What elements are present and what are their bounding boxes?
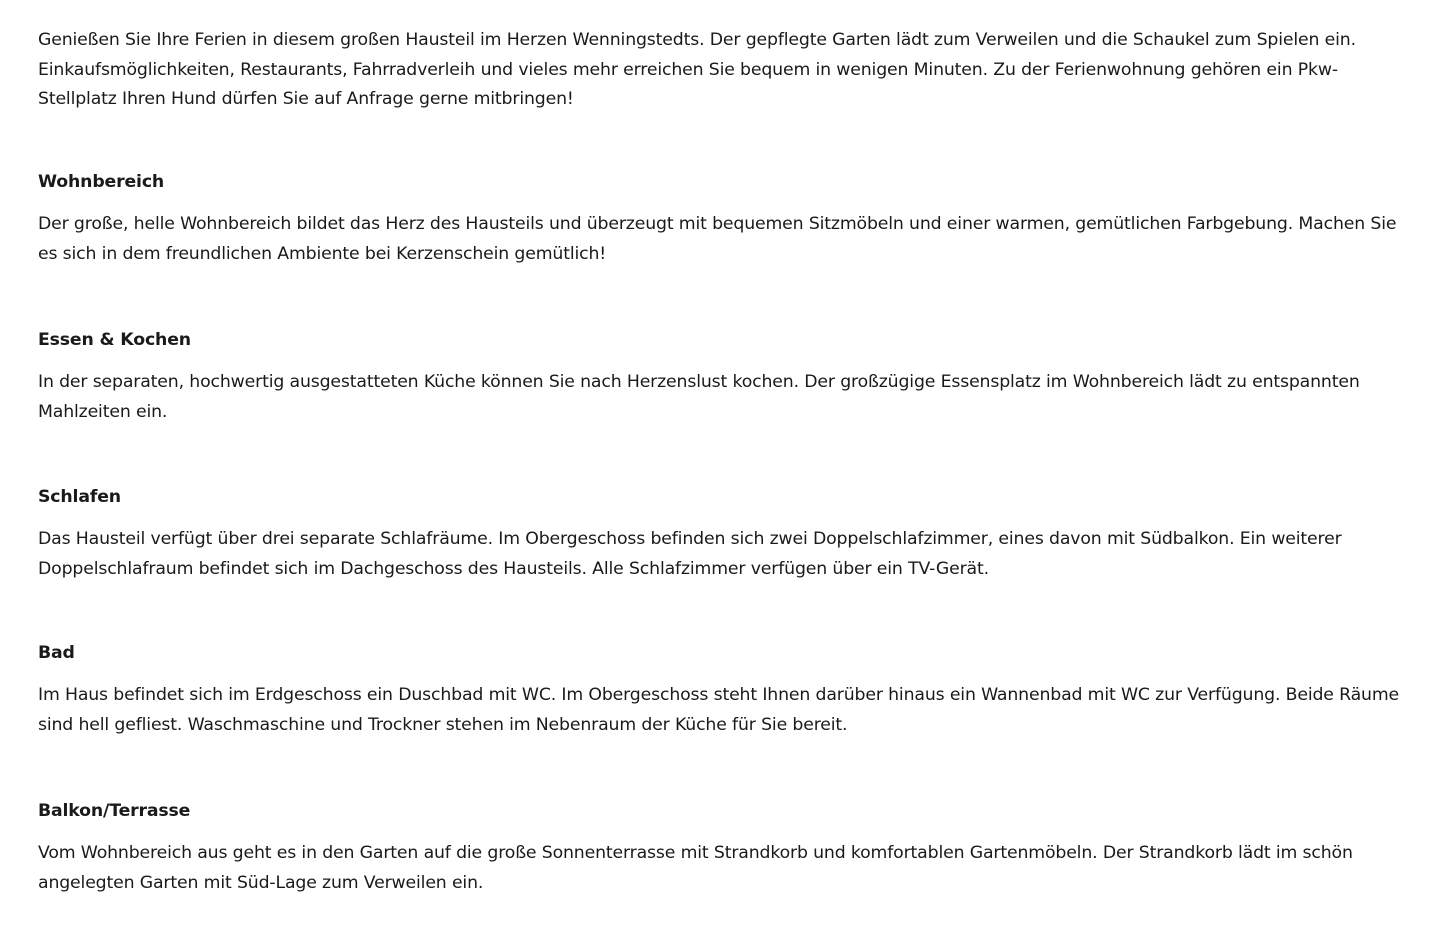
section-heading: Bad	[38, 643, 75, 663]
section-wohnbereich	[38, 168, 1404, 269]
section-bad	[38, 639, 1404, 740]
section-paragraph: Das Hausteil verfügt über drei separate Schlafräume. Im Obergeschoss befinden sich zwei Doppelschlafzimmer, eines davon mit Südbalkon. Ein weiterer Doppelschlafraum befindet sich im Dachgeschoss des Hausteils. Alle Schlafzimmer verfügen über ein TV-Gerät.	[38, 529, 1342, 579]
section-paragraph: Der große, helle Wohnbereich bildet das Herz des Hausteils und überzeugt mit bequemen Sitzmöbeln und einer warmen, gemütlichen Farbgebung. Machen Sie es sich in dem freundlichen Ambiente bei Kerzenschein gemütlich!	[38, 214, 1397, 264]
section-heading: Wohnbereich	[38, 172, 165, 192]
section-schlafen	[38, 483, 1404, 584]
section-heading: Balkon/Terrasse	[38, 801, 191, 821]
section-paragraph: Vom Wohnbereich aus geht es in den Garten auf die große Sonnenterrasse mit Strandkorb und komfortablen Gartenmöbeln. Der Strandkorb lädt im schön angelegten Garten mit Süd-Lage zum Verweilen ein.	[38, 843, 1353, 893]
section-paragraph: Im Haus befindet sich im Erdgeschoss ein Duschbad mit WC. Im Obergeschoss steht Ihnen darüber hinaus ein Wannenbad mit WC zur Verfügung. Beide Räume sind hell gefliest. Waschmaschine und Trockner stehen im Nebenraum der Küche für Sie bereit.	[38, 685, 1400, 735]
section-heading: Schlafen	[38, 487, 121, 507]
section-essen-kochen	[38, 326, 1404, 427]
section-heading: Essen & Kochen	[38, 330, 191, 350]
section-balkon-terrasse	[38, 797, 1404, 898]
intro-paragraph: Genießen Sie Ihre Ferien in diesem großen Hausteil im Herzen Wenningstedts. Der gepflegte Garten lädt zum Verweilen und die Schaukel zum Spielen ein. Einkaufsmöglichkeiten, Restaurants, Fahrradverleih und vieles mehr erreichen Sie bequem in wenigen Minuten. Zu der Ferienwohnung gehören ein Pkw-Stellplatz Ihren Hund dürfen Sie auf Anfrage gerne mitbringen!	[38, 30, 1356, 109]
section-paragraph: In der separaten, hochwertig ausgestatteten Küche können Sie nach Herzenslust kochen. Der großzügige Essensplatz im Wohnbereich lädt zu entspannten Mahlzeiten ein.	[38, 372, 1360, 422]
